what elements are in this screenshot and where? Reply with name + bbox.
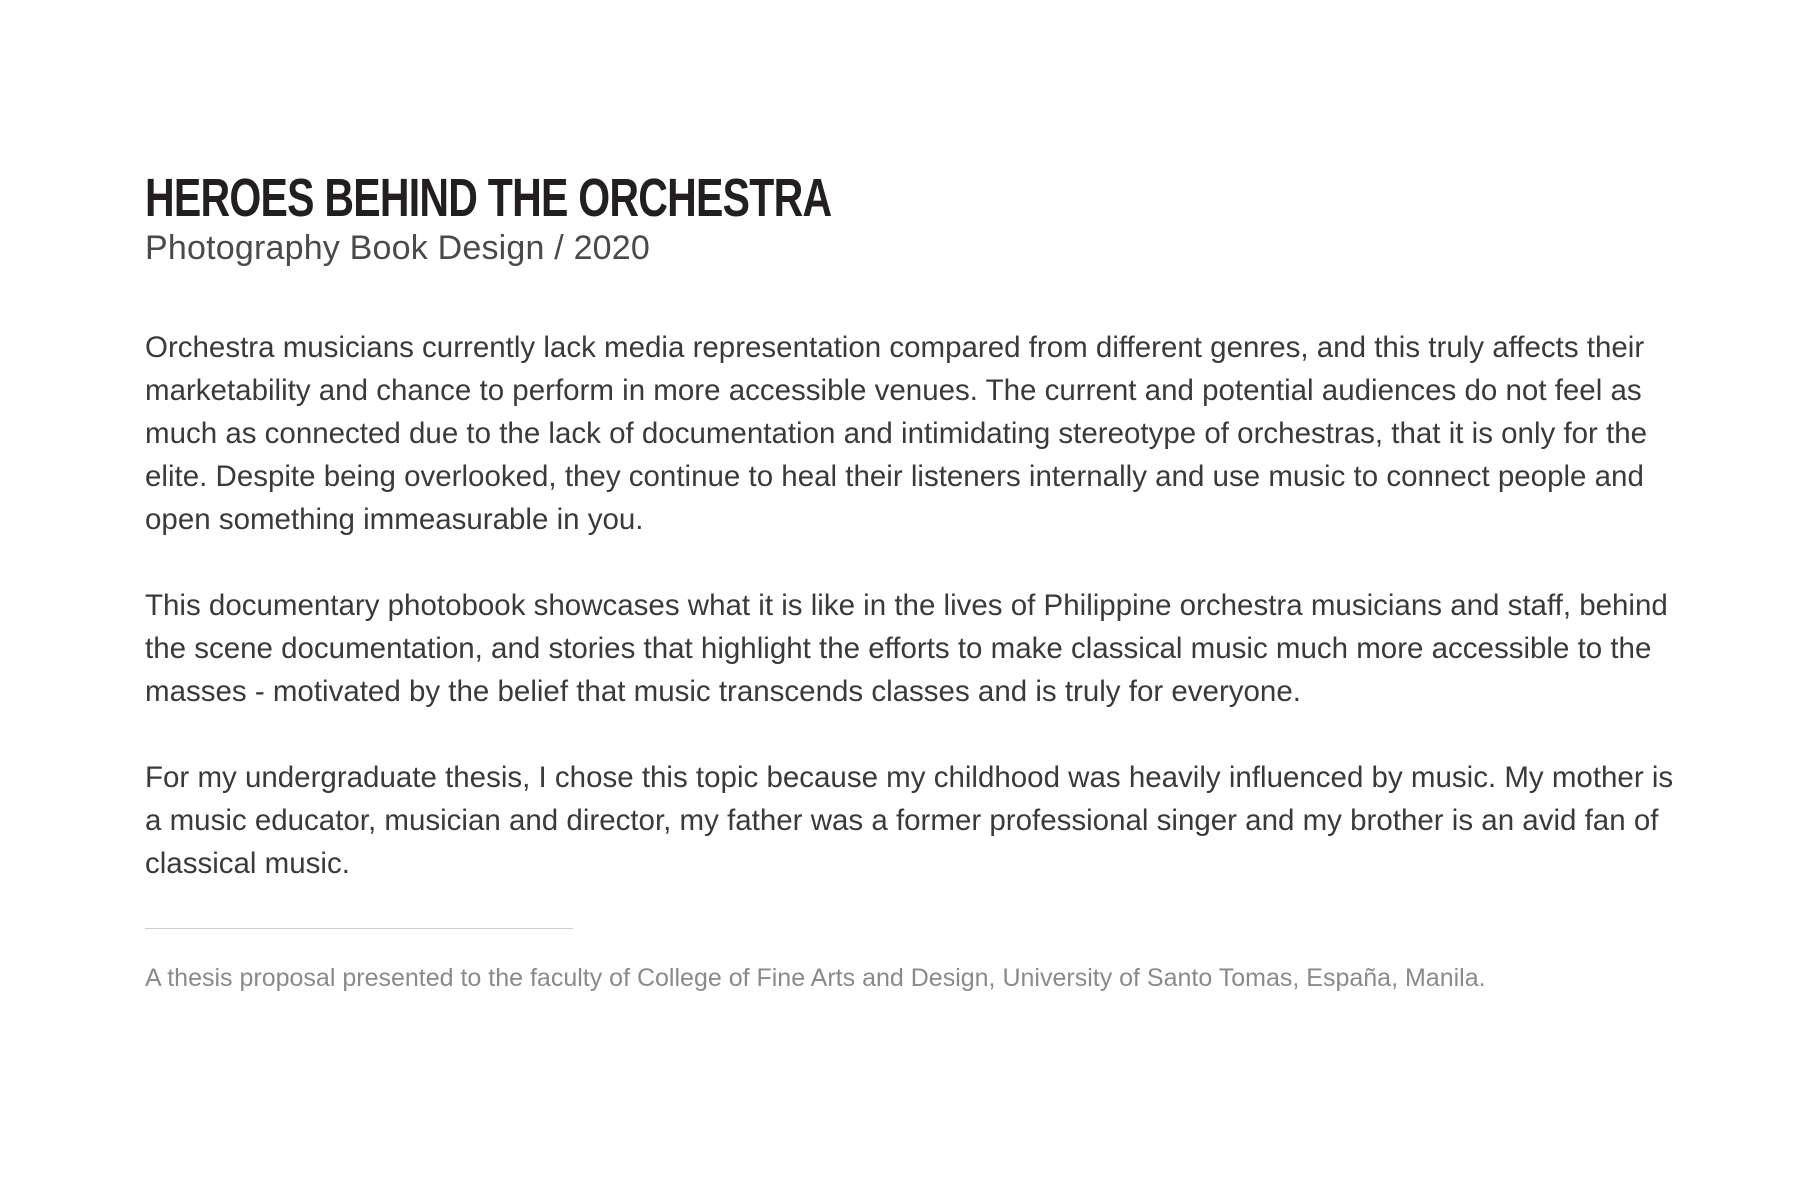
footnote-text: A thesis proposal presented to the faculty of College of Fine Arts and Design, University of Santo Tomas, España, Manila.	[145, 964, 1486, 992]
page-subtitle: Photography Book Design / 2020	[145, 229, 651, 267]
page-title: HEROES BEHIND THE ORCHESTRA	[145, 168, 832, 228]
paragraph-photobook: This documentary photobook showcases what it is like in the lives of Philippine orchestra musicians and staff, behind the scene documentation, and stories that highlight the efforts to make classical music much more accessible to the masses - motivated by the belief that music transcends classes and is truly for everyone.	[145, 589, 1668, 708]
paragraph-intro: Orchestra musicians currently lack media representation compared from different genres, and this truly affects their marketability and chance to perform in more accessible venues. The current and potential audiences do not feel as much as connected due to the lack of documentation and intimidating stereotype of orchestras, that it is only for the elite. Despite being overlooked, they continue to heal their listeners internally and use music to connect people and open something immeasurable in you.	[145, 331, 1648, 536]
document-page	[145, 168, 1685, 994]
paragraph-thesis: For my undergraduate thesis, I chose this topic because my childhood was heavily influenced by music. My mother is a music educator, musician and director, my father was a former professional singer and my brother is an avid fan of classical music.	[145, 761, 1674, 880]
footnote-divider	[145, 928, 573, 929]
